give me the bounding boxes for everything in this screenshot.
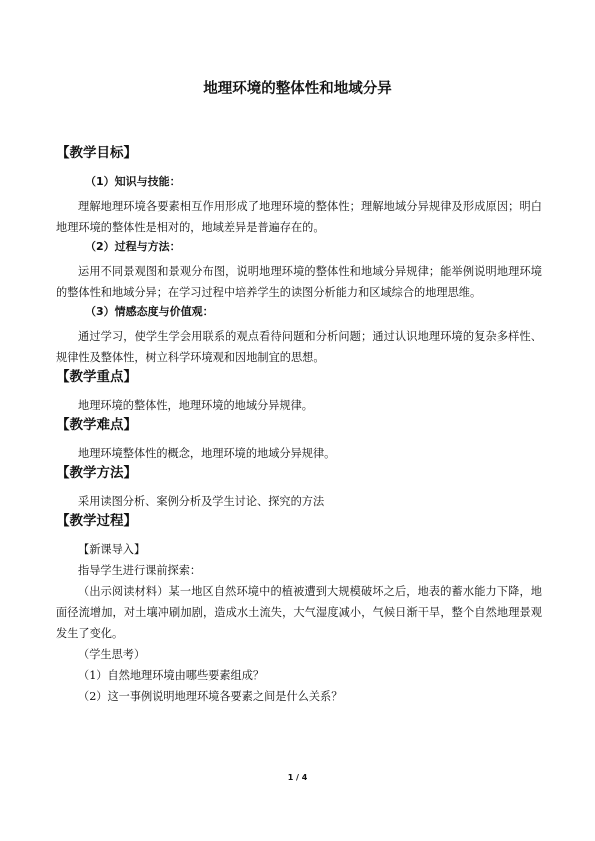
section-heading-difficulties: 【教学难点】 — [56, 417, 137, 433]
paragraph-question-2: （2）这一事例说明地理环境各要素之间是什么关系？ — [78, 690, 343, 703]
section-heading-process: 【教学过程】 — [56, 513, 137, 529]
paragraph-new-lesson-intro: 【新课导入】 — [78, 543, 146, 556]
subheading-knowledge-skills: （1）知识与技能： — [85, 175, 181, 188]
paragraph-methods: 采用读图分析、案例分析及学生讨论、探究的方法 — [78, 495, 325, 508]
paragraph-pre-class-exploration: 指导学生进行课前探索： — [78, 564, 202, 577]
paragraph-key-points: 地理环境的整体性，地理环境的地域分异规律。 — [78, 399, 313, 412]
document-body — [56, 144, 542, 707]
page-title: 地理环境的整体性和地域分异 — [203, 81, 392, 97]
section-heading-objectives: 【教学目标】 — [56, 145, 137, 161]
section-heading-methods: 【教学方法】 — [56, 465, 137, 481]
paragraph-attitude-values: 通过学习，使学生学会用联系的观点看待问题和分析问题；通过认识地理环境的复杂多样性、规律性及整体性，树立科学环境观和因地制宜的思想。 — [56, 330, 542, 364]
paragraph-difficulties: 地理环境整体性的概念，地理环境的地域分异规律。 — [78, 447, 336, 460]
subheading-process-method: （2）过程与方法： — [85, 240, 181, 253]
paragraph-knowledge-skills: 理解地理环境各要素相互作用形成了地理环境的整体性；理解地域分异规律及形成原因；明白地理环境的整体性是相对的，地域差异是普遍存在的。 — [56, 200, 542, 234]
paragraph-question-1: （1）自然地理环境由哪些要素组成？ — [78, 669, 265, 682]
paragraph-student-thinking: （学生思考） — [78, 648, 146, 661]
paragraph-reading-material: （出示阅读材料）某一地区自然环境中的植被遭到大规模破坏之后，地表的蓄水能力下降，地面径流增加，对土壤冲刷加剧，造成水土流失，大气湿度减小，气候日渐干旱，整个自然地理景观发生了变化。 — [56, 585, 542, 640]
section-heading-key-points: 【教学重点】 — [56, 369, 137, 385]
paragraph-process-method: 运用不同景观图和景观分布图，说明地理环境的整体性和地域分异规律；能举例说明地理环境的整体性和地域分异；在学习过程中培养学生的读图分析能力和区域综合的地理思维。 — [56, 265, 542, 299]
page-number: 1 / 4 — [287, 773, 308, 782]
subheading-attitude-values: （3）情感态度与价值观： — [85, 305, 214, 318]
